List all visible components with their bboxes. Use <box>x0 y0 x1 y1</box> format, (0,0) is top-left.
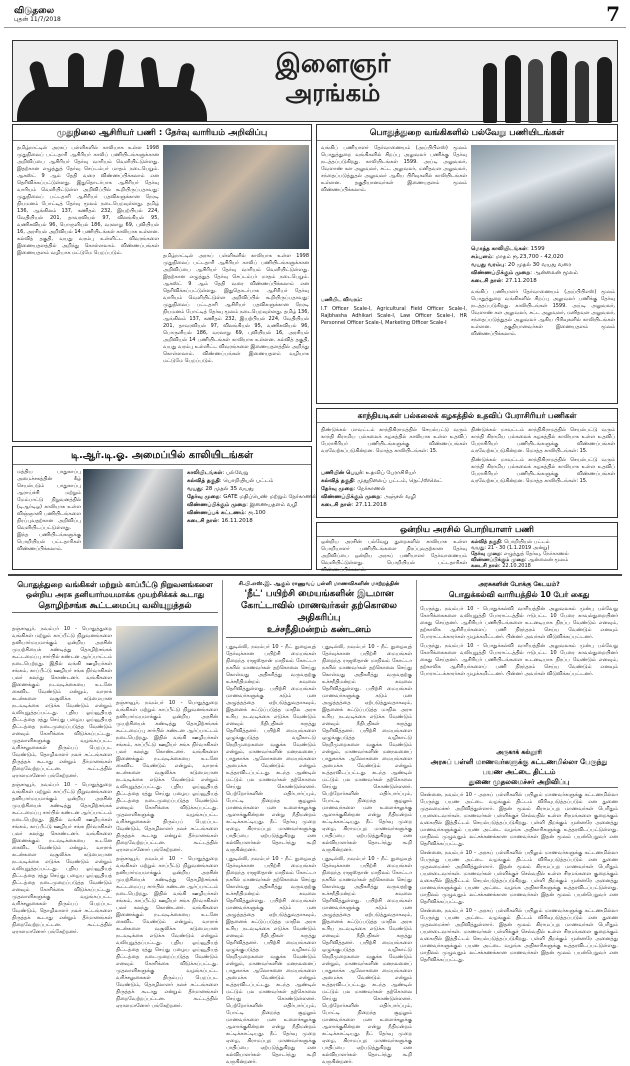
article-heading: முதுநிலை ஆசிரியர் பணி : தேர்வு வாரியம் அறிவிப்பு <box>13 125 311 141</box>
drdo-info-list <box>187 469 317 567</box>
banner-title-line2: அரங்கம் <box>285 79 381 107</box>
info-row: கடைசி நாள்: 27.11.2018 <box>471 278 537 284</box>
business-silhouette <box>483 63 497 123</box>
info-row: கல்வித் தகுதி: பொறியியல் பட்டம் <box>187 478 274 484</box>
masthead: விடுதலை <box>14 6 55 16</box>
bank-info-list <box>471 245 615 401</box>
info-row: மொத்த காலியிடங்கள்: 1599 <box>471 246 545 252</box>
business-silhouette <box>528 59 543 123</box>
university-info-list <box>321 469 467 517</box>
column-divider <box>222 580 223 994</box>
info-row: விண்ணப்பக் கட்டணம்: ரூ.100 <box>187 510 266 516</box>
info-row: காலியிடங்கள்: பல்வேறு <box>187 470 249 476</box>
column-divider <box>416 580 417 994</box>
engineer-info-list <box>471 539 615 569</box>
article-union-engineer <box>316 522 618 573</box>
article-heading: பொதுத்துறை வங்கிகள் மற்றும் காப்பீட்டு நிறுவனங்களை ஒன்றிய அரசு தனியார்மயமாக்க முயற்சிக்கக் கூடாது <box>17 580 213 599</box>
info-row: விண்ணப்பிக்கும் முறை: அஞ்சல் வழி <box>321 494 416 500</box>
article-kicker: அருகாக் கல்லூரி <box>496 749 542 756</box>
article-body <box>321 145 467 295</box>
article-body: சென்னை, நவம்பர் 10 - அரசுப் பள்ளிகளில் பயிலும் மாணவர்களுக்கு கட்டணமில்லா பேருந்து பயண அட்டை வழங்கும் திட்டம் விரிவுபடுத்தப்படும் என துணை முதலமைச்சர் அறிவித்துள்ளார். இதன் மூலம் கிராமப்புற மாணவர்கள் பெரிதும் பயனடைவார்கள். மாணவர்கள் பள்ளிக்குச் செல்வதில் உள்ள சிரமங்களை குறைக்கும் வகையில் இத்திட்டம் செயல்படுத்தப்படுகிறது. பள்ளி திறக்கும் முன்னரே அனைத்து மாணவர்களுக்கும் பயண அட்டை வழங்க அதிகாரிகளுக்கு உத்தரவிடப்பட்டுள்ளது. மாநிலம் முழுவதும் லட்சக்கணக்கான மாணவர்கள் இதன் மூலம் பயன்பெறுவர் என தெரிவிக்கப்பட்டது. சென்னை, நவம்பர் 10 - அரசுப் பள்ளிகளில் பயிலும் மாணவர்களுக்கு கட்டணமில்லா பேருந்து பயண அட்டை வழங்கும் திட்டம் விரிவுபடுத்தப்படும் என துணை முதலமைச்சர் அறிவித்துள்ளார். இதன் மூலம் கிராமப்புற மாணவர்கள் பெரிதும் பயனடைவார்கள். மாணவர்கள் பள்ளிக்குச் செல்வதில் உள்ள சிரமங்களை குறைக்கும் வகையில் இத்திட்டம் செயல்படுத்தப்படுகிறது. பள்ளி திறக்கும் முன்னரே அனைத்து மாணவர்களுக்கும் பயண அட்டை வழங்க அதிகாரிகளுக்கு உத்தரவிடப்பட்டுள்ளது. மாநிலம் முழுவதும் லட்சக்கணக்கான மாணவர்கள் இதன் மூலம் பயன்பெறுவர் என தெரிவிக்கப்பட்டது. சென்னை, நவம்பர் 10 - அரசுப் பள்ளிகளில் பயிலும் மாணவர்களுக்கு கட்டணமில்லா பேருந்து பயண அட்டை வழங்கும் திட்டம் விரிவுபடுத்தப்படும் என துணை முதலமைச்சர் அறிவித்துள்ளார். இதன் மூலம் கிராமப்புற மாணவர்கள் பெரிதும் பயனடைவார்கள். மாணவர்கள் பள்ளிக்குச் செல்வதில் உள்ள சிரமங்களை குறைக்கும் வகையில் இத்திட்டம் செயல்படுத்தப்படுகிறது. பள்ளி திறக்கும் முன்னரே அனைத்து மாணவர்களுக்கும் பயண அட்டை வழங்க அதிகாரிகளுக்கு உத்தரவிடப்பட்டுள்ளது. மாநிலம் முழுவதும் லட்சக்கணக்கான மாணவர்கள் இதன் மூலம் பயன்பெறுவர் என தெரிவிக்கப்பட்டது. <box>420 792 618 963</box>
section-divider <box>8 574 622 576</box>
info-row: வயது: 28 முதல் 35 வயது <box>187 486 254 492</box>
info-row: கடைசி நாள்: 16.11.2018 <box>187 518 253 524</box>
info-row: தேர்வு முறை: எழுத்துத் தேர்வு, நேர்காணல் <box>471 551 569 557</box>
article-pg-teacher <box>12 124 312 442</box>
meeting-photo <box>116 626 218 696</box>
article-education-board <box>420 580 618 744</box>
info-row: வயது வரம்பு: 20 முதல் 30 வயது வரை <box>471 262 572 268</box>
article-body-text: வங்கிப் பணியாளர் தேர்வாணையம் (அய்பிபிஎஸ்) மூலம் பொதுத்துறை வங்கிகளில் சிறப்பு அலுவலர் பணிக்கு தேர்வு நடத்தப்படுகிறது. காலியிடங்கள் 1599. அய்டி அலுவலர், வேளாண் கள அலுவலர், சட்ட அலுவலர், மனிதவள அலுவலர், சந்தைப்படுத்துதல் அலுவலர் ஆகிய பிரிவுகளில் காலியிடங்கள் உள்ளன. தகுதியானவர்கள் இணையதளம் மூலம் விண்ணப்பிக்கலாம். <box>321 145 467 193</box>
info-row: வயது: 21 - 30 (1.1.2019 அன்று) <box>471 545 550 551</box>
article-body: தஞ்சாவூர், நவம்பர் 10 - பொதுத்துறை வங்கிகள் மற்றும் காப்பீட்டு நிறுவனங்களை தனியார்மயமாக்கும் ஒன்றிய அரசின் முயற்சியைக் கண்டித்து தொழிற்சங்கக் கூட்டமைப்பு சார்பில் கண்டன ஆர்ப்பாட்டம் நடைபெற்றது. இதில் வங்கி ஊழியர்கள் சங்கம், காப்பீட்டு ஊழியர் சங்க நிர்வாகிகள் பலர் கலந்து கொண்டனர். வங்கிகளை இணைக்கும் நடவடிக்கையை உடனே கைவிட வேண்டும் என்றும், வாராக் கடன்களை வசூலிக்க கடுமையான நடவடிக்கை எடுக்க வேண்டும் என்றும் வலியுறுத்தப்பட்டது. புதிய ஓய்வூதியத் திட்டத்தை ரத்து செய்து பழைய ஓய்வூதியத் திட்டத்தை நடைமுறைப்படுத்த வேண்டும் எனவும் கோரிக்கை விடுக்கப்பட்டது. முதலாளிகளுக்கு வழங்கப்பட்ட வரிச்சலுகைகள் திரும்பப் பெறப்பட வேண்டும், தொழிலாளர் நலச் சட்டங்களை திருத்தக் கூடாது என்றும் தீர்மானங்கள் நிறைவேற்றப்பட்டன. கூட்டத்தில் ஏராளமானோர் பங்கேற்றனர். தஞ்சாவூர், நவம்பர் 10 - பொதுத்துறை வங்கிகள் மற்றும் காப்பீட்டு நிறுவனங்களை தனியார்மயமாக்கும் ஒன்றிய அரசின் முயற்சியைக் கண்டித்து தொழிற்சங்கக் கூட்டமைப்பு சார்பில் கண்டன ஆர்ப்பாட்டம் நடைபெற்றது. இதில் வங்கி ஊழியர்கள் சங்கம், காப்பீட்டு ஊழியர் சங்க நிர்வாகிகள் பலர் கலந்து கொண்டனர். வங்கிகளை இணைக்கும் நடவடிக்கையை உடனே கைவிட வேண்டும் என்றும், வாராக் கடன்களை வசூலிக்க கடுமையான நடவடிக்கை எடுக்க வேண்டும் என்றும் வலியுறுத்தப்பட்டது. புதிய ஓய்வூதியத் திட்டத்தை ரத்து செய்து பழைய ஓய்வூதியத் திட்டத்தை நடைமுறைப்படுத்த வேண்டும் எனவும் கோரிக்கை விடுக்கப்பட்டது. முதலாளிகளுக்கு வழங்கப்பட்ட வரிச்சலுகைகள் திரும்பப் பெறப்பட வேண்டும், தொழிலாளர் நலச் சட்டங்களை திருத்தக் கூடாது என்றும் தீர்மானங்கள் நிறைவேற்றப்பட்டன. கூட்டத்தில் ஏராளமானோர் பங்கேற்றனர். <box>12 626 113 935</box>
article-body: ஒன்றிய அரசின் பல்வேறு துறைகளில் காலியாக உள்ள பொறியாளர் பணியிடங்களை நிரப்புவதற்கான தேர்வு அறிவிப்பை ஒன்றிய அரசுப் பணியாளர் தேர்வாணையம் வெளியிட்டுள்ளது. பொறியியல் பட்டதாரிகள் விண்ணப்பிக்கலாம். <box>321 539 467 573</box>
office-photo <box>471 145 615 241</box>
page-header <box>4 2 626 28</box>
business-silhouette <box>505 55 521 123</box>
article-heading: டி.ஆர்.டி.ஓ. அமைப்பில் காலியிடங்கள் <box>13 447 311 465</box>
article-body-continued: புதுடில்லி, நவம்பர் 10 - நீட் நுழைவுத் தேர்வுக்கான பயிற்சி மையங்கள் நிறைந்த ராஜஸ்தான் மாநிலம் கோட்டா நகரில் மாணவர்கள் தற்கொலை செய்து கொள்வது அதிகரித்து வருவதற்கு உச்சநீதிமன்றம் கவலை தெரிவித்துள்ளது. பயிற்சி மையங்கள் மாணவர்களுக்கு கடும் மன அழுத்தத்தை ஏற்படுத்துவதாகவும், இதனைக் கட்டுப்படுத்த மாநில அரசு உரிய நடவடிக்கை எடுக்க வேண்டும் எனவும் நீதிபதிகள் கருத்து தெரிவித்தனர். பயிற்சி மையங்களை ஒழுங்குபடுத்த வழிகாட்டு நெறிமுறைகளை வகுக்க வேண்டும் என்றும், மாணவர்களின் மனநலனைப் பாதுகாக்க ஆலோசனை மையங்களை அமைக்க வேண்டும் என்றும் உத்தரவிடப்பட்டது. கடந்த ஆண்டில் மட்டும் பல மாணவர்கள் தற்கொலை செய்து கொண்டுள்ளனர். பெற்றோர்களின் எதிர்பார்ப்பும், போட்டி நிறைந்த சூழலும் மாணவர்களை மன உளைச்சலுக்கு ஆளாக்குகின்றன என்று நீதிமன்றம் சுட்டிக்காட்டியது. நீட் தேர்வு முறை ஏழை, கிராமப்புற மாணவர்களுக்கு பாதிப்பை ஏற்படுத்துகிறது என கல்வியாளர்கள் தொடர்ந்து கூறி வருகின்றனர். புதுடில்லி, நவம்பர் 10 - நீட் நுழைவுத் தேர்வுக்கான பயிற்சி மையங்கள் நிறைந்த ராஜஸ்தான் மாநிலம் கோட்டா நகரில் மாணவர்கள் தற்கொலை செய்து கொள்வது அதிகரித்து வருவதற்கு உச்சநீதிமன்றம் கவலை தெரிவித்துள்ளது. பயிற்சி மையங்கள் மாணவர்களுக்கு கடும் மன அழுத்தத்தை ஏற்படுத்துவதாகவும், இதனைக் கட்டுப்படுத்த மாநில அரசு உரிய நடவடிக்கை எடுக்க வேண்டும் எனவும் நீதிபதிகள் கருத்து தெரிவித்தனர். பயிற்சி மையங்களை ஒழுங்குபடுத்த வழிகாட்டு நெறிமுறைகளை வகுக்க வேண்டும் என்றும், மாணவர்களின் மனநலனைப் பாதுகாக்க ஆலோசனை மையங்களை அமைக்க வேண்டும் என்றும் உத்தரவிடப்பட்டது. கடந்த ஆண்டில் மட்டும் பல மாணவர்கள் தற்கொலை செய்து கொண்டுள்ளனர். பெற்றோர்களின் எதிர்பார்ப்பும், போட்டி நிறைந்த சூழலும் மாணவர்களை மன உளைச்சலுக்கு ஆளாக்குகின்றன என்று நீதிமன்றம் சுட்டிக்காட்டியது. நீட் தேர்வு முறை ஏழை, கிராமப்புற மாணவர்களுக்கு பாதிப்பை ஏற்படுத்துகிறது என கல்வியாளர்கள் தொடர்ந்து கூறி வருகின்றனர். <box>322 644 412 1065</box>
article-body <box>17 145 159 439</box>
article-body: மத்திய பாதுகாப்பு அமைச்சகத்தின் கீழ் செயல்படும் பாதுகாப்பு ஆராய்ச்சி மற்றும் மேம்பாட்டு நிறுவனத்தில் (டிஆர்டிஓ) காலியாக உள்ள விஞ்ஞானி பணியிடங்களை நிரப்புவதற்கான அறிவிப்பு வெளியிடப்பட்டுள்ளது. இந்த பணியிடங்களுக்கு பொறியியல் பட்டதாரிகள் விண்ணப்பிக்கலாம். <box>17 469 81 552</box>
banner-title-line1: இளைஞர் <box>275 49 391 79</box>
info-row: தேர்வு முறை: GATE மதிப்பெண் மற்றும் நேர்காணல் <box>187 494 317 500</box>
banner-title <box>223 49 443 107</box>
info-row: தேர்வு முறை: நேர்காணல் <box>321 486 386 492</box>
info-row: விண்ணப்பிக்கும் முறை: இணையதளம் வழி <box>187 502 298 508</box>
info-row: கடைசி நாள்: 27.11.2018 <box>321 502 387 508</box>
posts-list: I.T Officer Scale-I, Agricultural Field Officer Scale-I, Rajbhasha Adhikari Scale-I, Law Officer Scale-I, HR Personnel Officer Scale-I, Marketing Officer Scale-I <box>321 306 467 326</box>
article-body: திண்டுக்கல் மாவட்டம் காந்திகிராமத்தில் செயல்பட்டு வரும் காந்தி கிராமிய பல்கலைக் கழகத்தில் காலியாக உள்ள உதவிப் பேராசிரியர் பணியிடங்களுக்கு விண்ணப்பங்கள் வரவேற்கப்படுகின்றன. மொத்த காலியிடங்கள்: 15. <box>321 427 467 454</box>
posts-label: பணியிட விவரம்: <box>321 297 363 303</box>
article-kicker: சி.பி.எஸ்.இ. ஆகும் ராணுவப் பள்ளி மாணவிகளின் மாற்றத்தின் <box>238 581 400 587</box>
article-gandhigram-university <box>316 408 618 518</box>
info-row: கல்வித் தகுதி: பொறியியல் பட்டம் <box>471 539 550 545</box>
article-heading: காந்தியடிகள் பல்கலைக் கழகத்தில் உதவிப் பேராசிரியர் பணிகள் <box>317 409 617 423</box>
business-silhouette <box>597 57 612 123</box>
article-bank-jobs <box>316 124 618 404</box>
article-body: புதுடில்லி, நவம்பர் 10 - நீட் நுழைவுத் தேர்வுக்கான பயிற்சி மையங்கள் நிறைந்த ராஜஸ்தான் மாநிலம் கோட்டா நகரில் மாணவர்கள் தற்கொலை செய்து கொள்வது அதிகரித்து வருவதற்கு உச்சநீதிமன்றம் கவலை தெரிவித்துள்ளது. பயிற்சி மையங்கள் மாணவர்களுக்கு கடும் மன அழுத்தத்தை ஏற்படுத்துவதாகவும், இதனைக் கட்டுப்படுத்த மாநில அரசு உரிய நடவடிக்கை எடுக்க வேண்டும் எனவும் நீதிபதிகள் கருத்து தெரிவித்தனர். பயிற்சி மையங்களை ஒழுங்குபடுத்த வழிகாட்டு நெறிமுறைகளை வகுக்க வேண்டும் என்றும், மாணவர்களின் மனநலனைப் பாதுகாக்க ஆலோசனை மையங்களை அமைக்க வேண்டும் என்றும் உத்தரவிடப்பட்டது. கடந்த ஆண்டில் மட்டும் பல மாணவர்கள் தற்கொலை செய்து கொண்டுள்ளனர். பெற்றோர்களின் எதிர்பார்ப்பும், போட்டி நிறைந்த சூழலும் மாணவர்களை மன உளைச்சலுக்கு ஆளாக்குகின்றன என்று நீதிமன்றம் சுட்டிக்காட்டியது. நீட் தேர்வு முறை ஏழை, கிராமப்புற மாணவர்களுக்கு பாதிப்பை ஏற்படுத்துகிறது என கல்வியாளர்கள் தொடர்ந்து கூறி வருகின்றனர். புதுடில்லி, நவம்பர் 10 - நீட் நுழைவுத் தேர்வுக்கான பயிற்சி மையங்கள் நிறைந்த ராஜஸ்தான் மாநிலம் கோட்டா நகரில் மாணவர்கள் தற்கொலை செய்து கொள்வது அதிகரித்து வருவதற்கு உச்சநீதிமன்றம் கவலை தெரிவித்துள்ளது. பயிற்சி மையங்கள் மாணவர்களுக்கு கடும் மன அழுத்தத்தை ஏற்படுத்துவதாகவும், இதனைக் கட்டுப்படுத்த மாநில அரசு உரிய நடவடிக்கை எடுக்க வேண்டும் எனவும் நீதிபதிகள் கருத்து தெரிவித்தனர். பயிற்சி மையங்களை ஒழுங்குபடுத்த வழிகாட்டு நெறிமுறைகளை வகுக்க வேண்டும் என்றும், மாணவர்களின் மனநலனைப் பாதுகாக்க ஆலோசனை மையங்களை அமைக்க வேண்டும் என்றும் உத்தரவிடப்பட்டது. கடந்த ஆண்டில் மட்டும் பல மாணவர்கள் தற்கொலை செய்து கொண்டுள்ளனர். பெற்றோர்களின் எதிர்பார்ப்பும், போட்டி நிறைந்த சூழலும் மாணவர்களை மன உளைச்சலுக்கு ஆளாக்குகின்றன என்று நீதிமன்றம் சுட்டிக்காட்டியது. நீட் தேர்வு முறை ஏழை, கிராமப்புற மாணவர்களுக்கு பாதிப்பை ஏற்படுத்துகிறது என கல்வியாளர்கள் தொடர்ந்து கூறி வருகின்றனர். <box>226 644 316 1065</box>
info-row: விண்ணப்பிக்கும் முறை: ஆன்லைன் மூலம் <box>471 270 578 276</box>
page-number: 7 <box>606 2 620 26</box>
article-heading: 'நீட்' பயிற்சி மையங்களின் இடமான கோட்டாவில் மாணவர்கள் தற்கொலை அதிகரிப்பு <box>241 589 397 623</box>
business-silhouette <box>575 61 589 123</box>
article-neet-kota <box>226 580 412 1065</box>
info-row: பணியின் பெயர்: உதவிப் பேராசிரியர் <box>321 470 416 476</box>
article-subheading: உச்சநீதிமன்றம் கண்டனம் <box>226 624 412 638</box>
article-body-text: தமிழ்நாட்டில் அரசுப் பள்ளிகளில் காலியாக உள்ள 1998 முதுநிலைப் பட்டதாரி ஆசிரியர் காலிப் பணியிடங்களுக்கான அறிவிப்பை ஆசிரியர் தேர்வு வாரியம் வெளியிட்டுள்ளது. இதற்கான எழுத்துத் தேர்வு செப்டம்பர் மாதம் நடைபெறும். ஆகஸ்ட் 9 ஆம் தேதி வரை விண்ணப்பிக்கலாம் என தெரிவிக்கப்பட்டுள்ளது. இதுதொடர்பாக ஆசிரியர் தேர்வு வாரியம் வெளியிட்டுள்ள அறிவிப்பில் கூறியிருப்பதாவது: முதுநிலைப் பட்டதாரி ஆசிரியர் பதவிகளுக்கான நேரடி நியமனம் போட்டித் தேர்வு மூலம் நடைபெறவுள்ளது. தமிழ் 136, ஆங்கிலம் 137, கணிதம் 232, இயற்பியல் 224, வேதியியல் 201, தாவரவியல் 97, விலங்கியல் 95, வணிகவியல் 96, பொருளியல் 186, வரலாறு 69, புவியியல் 16, அரசியல் அறிவியல் 14 பணியிடங்கள் காலியாக உள்ளன. கல்வித் தகுதி, வயது வரம்பு உள்ளிட்ட விவரங்களை இணையதளத்தில் அறிந்து கொள்ளலாம். விண்ணப்பங்கள் இணையதளம் வழியாக மட்டுமே பெறப்படும். <box>163 253 309 364</box>
drdo-lab-photo <box>83 469 183 549</box>
posts-block <box>321 297 467 401</box>
article-subheading: தொழிற்சங்க கூட்டமைப்பு வலியுறுத்தல் <box>12 600 218 613</box>
bank-info-text: வங்கிப் பணியாளர் தேர்வாணையம் (அய்பிபிஎஸ்) மூலம் பொதுத்துறை வங்கிகளில் சிறப்பு அலுவலர் பணிக்கு தேர்வு நடத்தப்படுகிறது. காலியிடங்கள் 1599. அய்டி அலுவலர், வேளாண் கள அலுவலர், சட்ட அலுவலர், மனிதவள அலுவலர், சந்தைப்படுத்துதல் அலுவலர் ஆகிய பிரிவுகளில் காலியிடங்கள் உள்ளன. தகுதியானவர்கள் இணையதளம் மூலம் விண்ணப்பிக்கலாம். <box>471 289 615 337</box>
info-row: கல்வித் தகுதி: முதுநிலைப் பட்டம், நெட்/ஸ்லெட் <box>321 478 443 484</box>
article-heading: ஒன்றிய அரசில் பொறியாளர் பணி <box>317 523 617 537</box>
info-row: விண்ணப்பிக்கும் முறை: ஆன்லைன் மூலம் <box>471 557 569 563</box>
article-body: பேருந்து, நவம்பர் 10 - பொதுக்கல்வி வாரியத்தின் அலுவலகம் முன்பு பல்வேறு கோரிக்கைகளை வலியுறுத்தி போராட்டத்தில் ஈடுபட்ட 10 பேரை காவல்துறையினர் கைது செய்தனர். ஆசிரியர் பணியிடங்களை உடனடியாக நிரப்ப வேண்டும் எனவும், தற்காலிக ஆசிரியர்களைப் பணி நிரந்தரம் செய்ய வேண்டும் எனவும் போராட்டக்காரர்கள் முழக்கமிட்டனர். பின்னர் அவர்கள் விடுவிக்கப்பட்டனர். பேருந்து, நவம்பர் 10 - பொதுக்கல்வி வாரியத்தின் அலுவலகம் முன்பு பல்வேறு கோரிக்கைகளை வலியுறுத்தி போராட்டத்தில் ஈடுபட்ட 10 பேரை காவல்துறையினர் கைது செய்தனர். ஆசிரியர் பணியிடங்களை உடனடியாக நிரப்ப வேண்டும் எனவும், தற்காலிக ஆசிரியர்களைப் பணி நிரந்தரம் செய்ய வேண்டும் எனவும் போராட்டக்காரர்கள் முழக்கமிட்டனர். பின்னர் அவர்கள் விடுவிக்கப்பட்டனர். <box>420 606 618 677</box>
article-trade-union <box>12 580 218 1009</box>
info-row: சம்பளம்: மாதம் ரூ.23,700 - 42,020 <box>471 254 564 260</box>
article-drdo <box>12 446 317 570</box>
info-row: கடைசி நாள்: 22.10.2018 <box>471 563 531 569</box>
article-body-text: தமிழ்நாட்டில் அரசுப் பள்ளிகளில் காலியாக உள்ள 1998 முதுநிலைப் பட்டதாரி ஆசிரியர் காலிப் பணியிடங்களுக்கான அறிவிப்பை ஆசிரியர் தேர்வு வாரியம் வெளியிட்டுள்ளது. இதற்கான எழுத்துத் தேர்வு செப்டம்பர் மாதம் நடைபெறும். ஆகஸ்ட் 9 ஆம் தேதி வரை விண்ணப்பிக்கலாம் என தெரிவிக்கப்பட்டுள்ளது. இதுதொடர்பாக ஆசிரியர் தேர்வு வாரியம் வெளியிட்டுள்ள அறிவிப்பில் கூறியிருப்பதாவது: முதுநிலைப் பட்டதாரி ஆசிரியர் பதவிகளுக்கான நேரடி நியமனம் போட்டித் தேர்வு மூலம் நடைபெறவுள்ளது. தமிழ் 136, ஆங்கிலம் 137, கணிதம் 232, இயற்பியல் 224, வேதியியல் 201, தாவரவியல் 97, விலங்கியல் 95, வணிகவியல் 96, பொருளியல் 186, வரலாறு 69, புவியியல் 16, அரசியல் அறிவியல் 14 பணியிடங்கள் காலியாக உள்ளன. கல்வித் தகுதி, வயது வரம்பு உள்ளிட்ட விவரங்களை இணையதளத்தில் அறிந்து கொள்ளலாம். விண்ணப்பங்கள் இணையதளம் வழியாக மட்டுமே பெறப்படும். <box>17 145 159 256</box>
classroom-photo <box>163 145 309 249</box>
page-date: புதன் 11/7/2018 <box>14 16 61 23</box>
youth-arena-banner <box>12 40 618 122</box>
article-body-continued <box>163 253 309 439</box>
article-bus-pass <box>420 748 618 994</box>
silhouette-figure <box>68 53 84 101</box>
article-subheading: துணை முதலமைச்சர் அறிவிப்பு <box>420 777 618 788</box>
article-heading: அரசுப் பள்ளி மாணவர்களுக்கு கட்டணமில்லா பேருந்து பயண அட்டை திட்டம் <box>430 758 608 776</box>
article-heading: பொதுக்கல்வி வாரியத்தில் 10 பேர் கைது <box>420 589 618 601</box>
article-body-continued: திண்டுக்கல் மாவட்டம் காந்திகிராமத்தில் செயல்பட்டு வரும் காந்தி கிராமிய பல்கலைக் கழகத்தில் காலியாக உள்ள உதவிப் பேராசிரியர் பணியிடங்களுக்கு விண்ணப்பங்கள் வரவேற்கப்படுகின்றன. மொத்த காலியிடங்கள்: 15. திண்டுக்கல் மாவட்டம் காந்திகிராமத்தில் செயல்பட்டு வரும் காந்தி கிராமிய பல்கலைக் கழகத்தில் காலியாக உள்ள உதவிப் பேராசிரியர் பணியிடங்களுக்கு விண்ணப்பங்கள் வரவேற்கப்படுகின்றன. மொத்த காலியிடங்கள்: 15. <box>471 427 615 484</box>
article-heading: பொதுத்துறை வங்கிகளில் பல்வேறு பணியிடங்கள் <box>317 125 617 141</box>
business-silhouette <box>551 51 567 123</box>
article-body-continued: தஞ்சாவூர், நவம்பர் 10 - பொதுத்துறை வங்கிகள் மற்றும் காப்பீட்டு நிறுவனங்களை தனியார்மயமாக்கும் ஒன்றிய அரசின் முயற்சியைக் கண்டித்து தொழிற்சங்கக் கூட்டமைப்பு சார்பில் கண்டன ஆர்ப்பாட்டம் நடைபெற்றது. இதில் வங்கி ஊழியர்கள் சங்கம், காப்பீட்டு ஊழியர் சங்க நிர்வாகிகள் பலர் கலந்து கொண்டனர். வங்கிகளை இணைக்கும் நடவடிக்கையை உடனே கைவிட வேண்டும் என்றும், வாராக் கடன்களை வசூலிக்க கடுமையான நடவடிக்கை எடுக்க வேண்டும் என்றும் வலியுறுத்தப்பட்டது. புதிய ஓய்வூதியத் திட்டத்தை ரத்து செய்து பழைய ஓய்வூதியத் திட்டத்தை நடைமுறைப்படுத்த வேண்டும் எனவும் கோரிக்கை விடுக்கப்பட்டது. முதலாளிகளுக்கு வழங்கப்பட்ட வரிச்சலுகைகள் திரும்பப் பெறப்பட வேண்டும், தொழிலாளர் நலச் சட்டங்களை திருத்தக் கூடாது என்றும் தீர்மானங்கள் நிறைவேற்றப்பட்டன. கூட்டத்தில் ஏராளமானோர் பங்கேற்றனர். தஞ்சாவூர், நவம்பர் 10 - பொதுத்துறை வங்கிகள் மற்றும் காப்பீட்டு நிறுவனங்களை தனியார்மயமாக்கும் ஒன்றிய அரசின் முயற்சியைக் கண்டித்து தொழிற்சங்கக் கூட்டமைப்பு சார்பில் கண்டன ஆர்ப்பாட்டம் நடைபெற்றது. இதில் வங்கி ஊழியர்கள் சங்கம், காப்பீட்டு ஊழியர் சங்க நிர்வாகிகள் பலர் கலந்து கொண்டனர். வங்கிகளை இணைக்கும் நடவடிக்கையை உடனே கைவிட வேண்டும் என்றும், வாராக் கடன்களை வசூலிக்க கடுமையான நடவடிக்கை எடுக்க வேண்டும் என்றும் வலியுறுத்தப்பட்டது. புதிய ஓய்வூதியத் திட்டத்தை ரத்து செய்து பழைய ஓய்வூதியத் திட்டத்தை நடைமுறைப்படுத்த வேண்டும் எனவும் கோரிக்கை விடுக்கப்பட்டது. முதலாளிகளுக்கு வழங்கப்பட்ட வரிச்சலுகைகள் திரும்பப் பெறப்பட வேண்டும், தொழிலாளர் நலச் சட்டங்களை திருத்தக் கூடாது என்றும் தீர்மானங்கள் நிறைவேற்றப்பட்டன. கூட்டத்தில் ஏராளமானோர் பங்கேற்றனர். <box>116 700 218 1009</box>
article-kicker: அரசுகளின் போக்கு கேடயம்? <box>478 581 560 588</box>
